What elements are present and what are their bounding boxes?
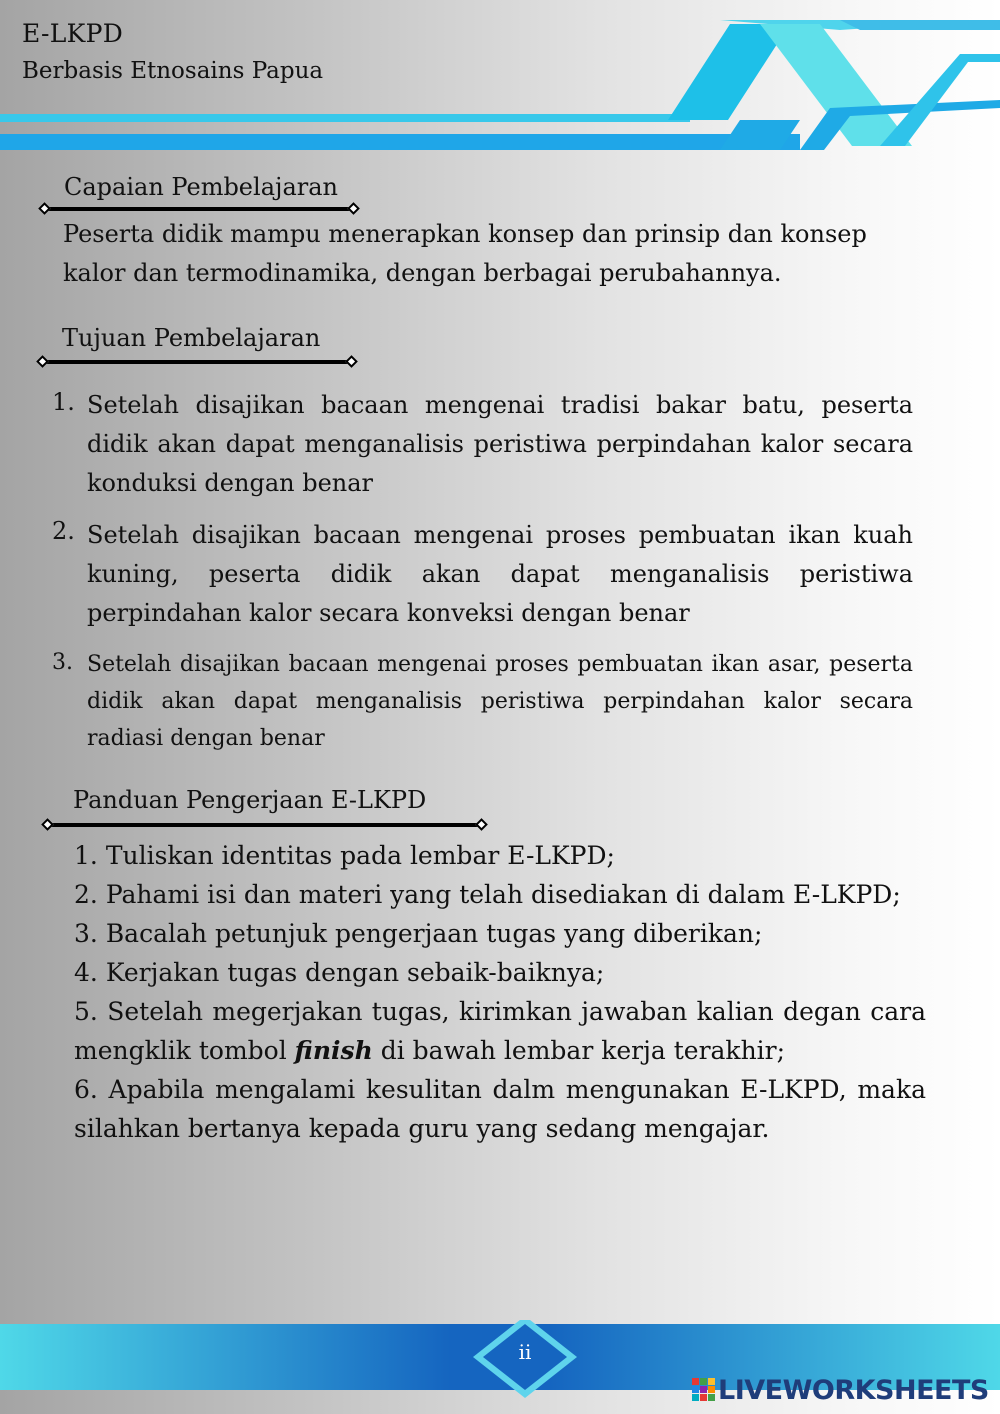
- tujuan-item-text: Setelah disajikan bacaan mengenai tradisi bakar batu, peserta didik akan dapat menganalisis peristiwa perpindahan kalor secara konduksi dengan benar: [87, 391, 913, 497]
- panduan-item-text: Setelah megerjakan tugas, kirimkan jawaban kalian degan cara mengklik tombol: [74, 997, 926, 1065]
- tujuan-item-text: Setelah disajikan bacaan mengenai proses pembuatan ikan kuah kuning, peserta didik akan dapat menganalisis peristiwa perpindahan kalor secara konveksi dengan benar: [87, 521, 913, 627]
- panduan-item: [74, 992, 926, 1070]
- section-divider: [38, 355, 356, 369]
- panduan-item-number: 1.: [74, 841, 98, 870]
- tujuan-item-text: Setelah disajikan bacaan mengenai proses pembuatan ikan asar, peserta didik akan dapat menganalisis peristiwa perpindahan kalor secara radiasi dengan benar: [87, 652, 913, 751]
- document-subtitle: Berbasis Etnosains Papua: [22, 58, 324, 84]
- tujuan-title: Tujuan Pembelajaran: [62, 324, 321, 352]
- panduan-item: [74, 1070, 926, 1148]
- panduan-item-text: Bacalah petunjuk pengerjaan tugas yang diberikan;: [105, 919, 763, 948]
- panduan-item-number: 6.: [74, 1075, 98, 1104]
- panduan-title: Panduan Pengerjaan E-LKPD: [73, 786, 427, 814]
- page-number: ii: [518, 1340, 532, 1364]
- panduan-item-number: 4.: [74, 958, 98, 987]
- tujuan-item-number: 3.: [52, 650, 73, 675]
- panduan-item-text: Apabila mengalami kesulitan dalm mengunakan E-LKPD, maka silahkan bertanya kepada guru yang sedang mengajar.: [74, 1075, 927, 1143]
- section-divider: [40, 202, 358, 216]
- capaian-text-line-2: kalor dan termodinamika, dengan berbagai perubahannya.: [63, 259, 782, 287]
- panduan-item-number: 5.: [74, 997, 98, 1026]
- capaian-title: Capaian Pembelajaran: [64, 173, 338, 201]
- panduan-item: [74, 953, 926, 992]
- tujuan-item-number: 1.: [52, 388, 75, 416]
- panduan-item-number: 3.: [74, 919, 98, 948]
- finish-emphasis: finish: [294, 1036, 373, 1065]
- panduan-item: [74, 836, 926, 875]
- section-divider: [43, 818, 486, 832]
- panduan-item-text: Tuliskan identitas pada lembar E-LKPD;: [105, 841, 615, 870]
- liveworksheets-watermark: LIVEWORKSHEETS: [718, 1375, 989, 1406]
- tujuan-item-number: 2.: [52, 517, 75, 545]
- panduan-list: [74, 836, 926, 1148]
- panduan-item-text: di bawah lembar kerja terakhir;: [380, 1036, 786, 1065]
- capaian-text-line-1: Peserta didik mampu menerapkan konsep dan prinsip dan konsep: [63, 220, 867, 248]
- panduan-item: [74, 875, 926, 914]
- panduan-item-number: 2.: [74, 880, 98, 909]
- panduan-item-text: Kerjakan tugas dengan sebaik-baiknya;: [105, 958, 605, 987]
- liveworksheets-logo-icon: [692, 1378, 716, 1402]
- panduan-item-text: Pahami isi dan materi yang telah disediakan di dalam E-LKPD;: [105, 880, 901, 909]
- document-title: E-LKPD: [22, 19, 124, 48]
- panduan-item: [74, 914, 926, 953]
